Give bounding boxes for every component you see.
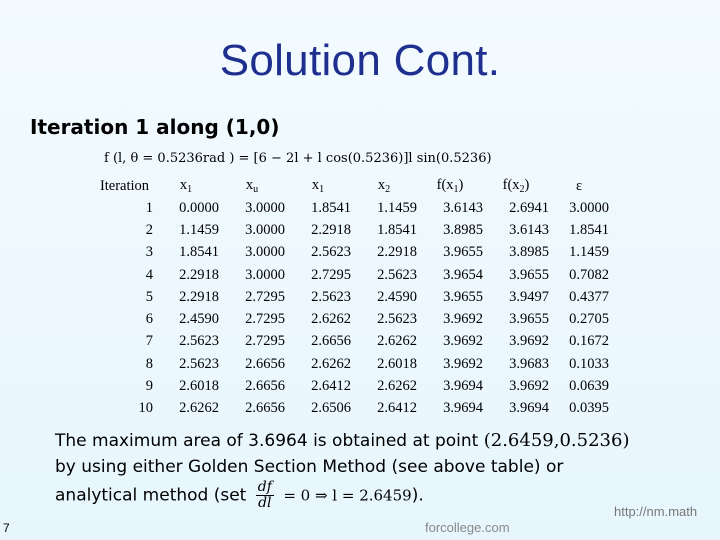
table-row [96,197,609,219]
iteration-cell: 4 [145,266,153,283]
column-header: $x_1$ [179,177,193,195]
slide-subtitle: Iteration 1 along (1,0) [30,115,280,139]
fraction-denominator: dl [258,495,272,511]
value-cell: 2.6262 [377,333,417,350]
value-cell: 3.9683 [509,355,549,372]
value-cell: 1.1459 [569,244,609,261]
column-header: ε [575,177,583,194]
value-cell: 3.8985 [509,244,549,261]
value-cell: 3.9654 [443,266,483,283]
value-cell: 3.9692 [443,333,483,350]
value-cell: 2.7295 [245,333,285,350]
conclusion-line-2: by using either Golden Section Method (see above table) or [55,457,564,477]
value-cell: 2.5623 [377,311,417,328]
footer-site: forcollege.com [425,520,510,535]
iteration-cell: 9 [145,378,153,395]
iteration-cell: 10 [138,400,153,417]
value-cell: 2.6941 [509,199,549,216]
conclusion-line-1 [55,428,629,454]
value-cell: 3.8985 [443,221,483,238]
value-cell: 3.9694 [443,400,483,417]
table-row [96,219,609,241]
value-cell: 0.1672 [569,333,609,350]
golden-section-table [96,175,609,420]
value-cell: 2.6018 [179,378,219,395]
table-row [96,353,609,375]
value-cell: 2.6412 [377,400,417,417]
optimum-point: (2.6459,0.5236) [483,430,630,451]
table-header-row [96,175,609,197]
value-cell: 2.2918 [311,221,351,238]
iteration-cell: 8 [145,355,153,372]
conclusion-line-3-text: analytical method (set [55,485,247,506]
column-header: Iteration [99,177,150,194]
conclusion-line-3-suffix: ). [411,485,424,506]
value-cell: 2.5623 [311,288,351,305]
table-row [96,308,609,330]
value-cell: 1.8541 [311,199,351,216]
value-cell: 3.9655 [443,244,483,261]
iteration-cell: 3 [145,244,153,261]
value-cell: 2.6262 [179,400,219,417]
conclusion-line-3 [55,480,629,511]
value-cell: 2.2918 [377,244,417,261]
value-cell: 3.9655 [443,288,483,305]
value-cell: 3.6143 [443,199,483,216]
column-header: $x_1$ [311,177,325,195]
value-cell: 1.1459 [377,199,417,216]
value-cell: 0.2705 [569,311,609,328]
value-cell: 0.0000 [179,199,219,216]
value-cell: 3.9692 [443,355,483,372]
column-header: $f(x_2)$ [502,177,530,195]
column-header: $x_2$ [377,177,391,195]
table-row [96,375,609,397]
value-cell: 3.9692 [443,311,483,328]
value-cell: 2.6262 [311,355,351,372]
value-cell: 1.8541 [377,221,417,238]
table-row [96,331,609,353]
value-cell: 0.0639 [569,378,609,395]
value-cell: 3.9692 [509,333,549,350]
value-cell: 2.5623 [311,244,351,261]
value-cell: 2.4590 [377,288,417,305]
table-body [96,197,609,420]
value-cell: 2.6656 [311,333,351,350]
table-row [96,264,609,286]
iteration-cell: 5 [145,288,153,305]
derivative-equation: = 0 ⇒ l = 2.6459 [283,486,412,505]
value-cell: 3.9694 [509,400,549,417]
value-cell: 2.7295 [245,288,285,305]
value-cell: 2.6656 [245,400,285,417]
table-row [96,398,609,420]
value-cell: 3.9497 [509,288,549,305]
conclusion-line-1-text: The maximum area of 3.6964 is obtained at point [55,431,479,451]
value-cell: 2.5623 [377,266,417,283]
column-header: $x_u$ [245,177,259,195]
value-cell: 3.0000 [245,244,285,261]
table-row [96,242,609,264]
value-cell: 3.9694 [443,378,483,395]
value-cell: 2.6656 [245,378,285,395]
derivative-fraction [256,480,274,511]
objective-formula: f (l, θ = 0.5236rad ) = [6 − 2l + l cos(0.5236)]l sin(0.5236) [104,151,492,166]
table-row [96,286,609,308]
fraction-numerator: df [257,479,272,495]
value-cell: 0.4377 [569,288,609,305]
value-cell: 2.5623 [179,355,219,372]
iteration-cell: 1 [145,199,153,216]
value-cell: 2.6018 [377,355,417,372]
value-cell: 1.1459 [179,221,219,238]
value-cell: 1.8541 [569,221,609,238]
value-cell: 2.7295 [311,266,351,283]
value-cell: 2.4590 [179,311,219,328]
value-cell: 3.0000 [569,199,609,216]
conclusion-text [55,428,629,511]
value-cell: 2.6262 [311,311,351,328]
value-cell: 1.8541 [179,244,219,261]
value-cell: 3.0000 [245,221,285,238]
value-cell: 3.0000 [245,199,285,216]
value-cell: 3.9692 [509,378,549,395]
footer-url: http://nm.math [614,504,698,519]
page-number: 7 [3,521,10,535]
value-cell: 2.2918 [179,266,219,283]
value-cell: 2.7295 [245,311,285,328]
iteration-cell: 2 [145,221,153,238]
value-cell: 0.1033 [569,355,609,372]
value-cell: 2.5623 [179,333,219,350]
column-header: $f(x_1)$ [436,177,464,195]
value-cell: 3.0000 [245,266,285,283]
iteration-cell: 7 [145,333,153,350]
value-cell: 2.6412 [311,378,351,395]
value-cell: 2.6262 [377,378,417,395]
value-cell: 0.7082 [569,266,609,283]
value-cell: 0.0395 [569,400,609,417]
value-cell: 2.6656 [245,355,285,372]
value-cell: 2.2918 [179,288,219,305]
value-cell: 3.6143 [509,221,549,238]
iteration-cell: 6 [145,311,153,328]
slide-title: Solution Cont. [219,36,501,85]
value-cell: 3.9655 [509,266,549,283]
value-cell: 3.9655 [509,311,549,328]
value-cell: 2.6506 [311,400,351,417]
